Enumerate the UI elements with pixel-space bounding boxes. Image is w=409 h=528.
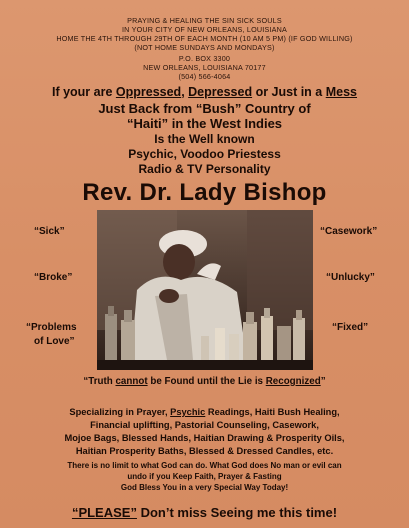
header-line-6: NEW ORLEANS, LOUISIANA 70177	[143, 63, 266, 72]
altar-photo-graphic	[97, 210, 313, 370]
services-line-3: Mojoe Bags, Blessed Hands, Haitian Drawing & Prosperity Oils,	[64, 433, 345, 443]
truth-quote	[0, 376, 409, 387]
headline	[0, 85, 409, 99]
services-psychic: Psychic	[170, 407, 206, 417]
quote-cannot: cannot	[115, 376, 148, 387]
headline-mess: Mess	[325, 85, 358, 99]
page-title: Rev. Dr. Lady Bishop	[82, 179, 327, 206]
intro-line-4: Psychic, Voodoo Priestess	[128, 147, 281, 161]
header-line-1: PRAYING & HEALING THE SIN SICK SOULS	[127, 16, 282, 25]
closing-please: “PLEASE”	[71, 505, 137, 520]
quote-part-e: ”	[320, 376, 326, 387]
header-line-3: HOME THE 4TH THROUGH 29TH OF EACH MONTH (10 AM 5 PM) (IF GOD WILLING)	[56, 34, 353, 43]
faith-line-1: There is no limit to what God can do. What God does No man or evil can	[67, 461, 342, 470]
header-line-2: IN YOUR CITY OF NEW ORLEANS, LOUISIANA	[121, 25, 288, 34]
headline-depressed: Depressed	[188, 85, 253, 99]
services-line-4: Haitian Prosperity Baths, Blessed & Dressed Candles, etc.	[75, 446, 334, 456]
services-line-2: Financial uplifting, Pastorial Counseling, Casework,	[90, 420, 319, 430]
quote-part-a: “Truth	[83, 376, 116, 387]
headline-sep-1: ,	[181, 85, 189, 99]
label-fixed: “Fixed”	[332, 322, 369, 333]
intro-line-3: Is the Well known	[154, 132, 255, 146]
intro-line-2: “Haiti” in the West Indies	[126, 116, 283, 131]
closing-rest: Don’t miss Seeing me this time!	[136, 505, 338, 520]
faith-line-3: God Bless You in a very Special Way Today!	[120, 483, 289, 492]
label-broke: “Broke”	[34, 272, 73, 283]
label-of-love: of Love”	[34, 336, 75, 347]
quote-recognized: Recognized	[265, 376, 321, 387]
services-line-1	[0, 406, 409, 419]
priestess-photo	[97, 210, 313, 370]
header-line-7: (504) 566-4064	[178, 72, 231, 81]
services-l1-c: Readings, Haiti Bush Healing,	[205, 407, 340, 417]
label-casework: “Casework”	[320, 226, 378, 237]
quote-part-c: be Found until the Lie is	[147, 376, 266, 387]
label-problems: “Problems	[26, 322, 77, 333]
services-l1-a: Specializing in Prayer,	[69, 407, 171, 417]
headline-oppressed: Oppressed	[115, 85, 182, 99]
closing-line	[0, 505, 409, 520]
intro-line-1: Just Back from “Bush” Country of	[98, 101, 311, 116]
header-line-4: (NOT HOME SUNDAYS AND MONDAYS)	[134, 43, 275, 52]
intro-line-5: Radio & TV Personality	[138, 162, 271, 176]
label-sick: “Sick”	[34, 226, 65, 237]
label-unlucky: “Unlucky”	[326, 272, 375, 283]
header-line-5: P.O. BOX 3300	[178, 54, 231, 63]
headline-prefix: If your are	[51, 85, 116, 99]
faith-line-2: undo if you Keep Faith, Prayer & Fasting	[127, 472, 282, 481]
headline-sep-2: or Just in a	[252, 85, 326, 99]
